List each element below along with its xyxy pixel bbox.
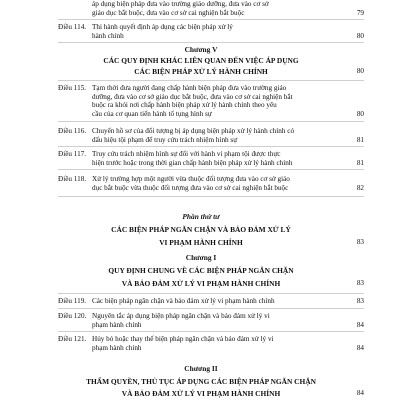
chapter-title: QUY ĐỊNH CHUNG VỀ CÁC BIỆN PHÁP NGĂN CHẶN: [108, 266, 294, 275]
toc-article-label: Điều 114.: [58, 23, 87, 31]
toc-page-number: 80: [356, 109, 364, 118]
toc-page-number: 82: [356, 183, 364, 192]
toc-article-label: Điều 120.: [58, 312, 87, 320]
toc-article-label: Điều 115.: [58, 84, 87, 92]
part-heading: Phần thứ tư: [182, 212, 220, 221]
toc-entry-text: [92, 84, 342, 118]
toc-entry-line: dục bắt buộc vừa thuộc đối tượng đưa vào cơ sở cai nghiện bắt buộc: [92, 183, 289, 192]
chapter-title: CÁC BIỆN PHÁP XỬ LÝ HÀNH CHÍNH: [134, 67, 268, 76]
toc-entry-line: phạm hành chính: [92, 320, 142, 329]
toc-entry-text: [92, 335, 342, 352]
toc-entry-line: Tạm thời đưa người đang chấp hành biện pháp đưa vào trường giáo: [92, 84, 287, 92]
toc-entry-text: [92, 150, 342, 167]
part-title: VI PHẠM HÀNH CHÍNH: [159, 238, 243, 247]
row-divider: [58, 146, 364, 147]
row-divider: [58, 196, 364, 197]
toc-entry-text: [92, 0, 342, 17]
toc-entry-line: phạm hành chính: [92, 343, 142, 352]
toc-entry-line: dưỡng, đưa vào cơ sở giáo dục bắt buộc, đưa vào cơ sở cai nghiện bắt: [92, 92, 293, 101]
toc-article-label: Điều 119.: [58, 297, 87, 305]
toc-entry-line: Thi hành quyết định áp dụng các biện pháp xử lý: [92, 23, 233, 31]
toc-page-number: 84: [356, 389, 364, 397]
toc-entry-line: Chuyển hồ sơ của đối tượng bị áp dụng biện pháp xử lý hành chính có: [92, 127, 295, 135]
toc-entry-text: [92, 127, 342, 144]
toc-entry-line: giáo dục bắt buộc, đưa vào cơ sở cai nghiện bắt buộc: [92, 8, 245, 17]
chapter-title: VÀ BẢO ĐẢM XỬ LÝ VI PHẠM HÀNH CHÍNH: [121, 279, 281, 288]
toc-entry-line: Các biện pháp ngăn chặn và bảo đảm xử lý vi phạm hành chính: [92, 297, 275, 305]
toc-page-number: 79: [356, 8, 364, 17]
toc-article-label: Điều 121.: [58, 335, 87, 343]
toc-entry-text: [92, 312, 342, 329]
toc-page-number: 83: [356, 238, 364, 246]
toc-entry-line: cầu của cơ quan tiến hành tố tụng hình sự: [92, 109, 212, 118]
row-divider: [58, 80, 364, 81]
toc-entry-line: áp dụng biện pháp đưa vào trường giáo dưỡng, đưa vào cơ sở: [92, 0, 269, 8]
row-divider: [58, 331, 364, 332]
row-divider: [58, 42, 364, 43]
row-divider: [58, 121, 364, 122]
toc-entry-line: Truy cứu trách nhiệm hình sự đối với hành vi phạm tội được thực: [92, 150, 281, 158]
chapter-title: THẨM QUYỀN, THỦ TỤC ÁP DỤNG CÁC BIỆN PHÁP NGĂN CHẶN: [86, 377, 316, 386]
chapter-heading: Chương I: [185, 253, 217, 262]
toc-entry-text: [92, 175, 342, 192]
chapter-heading: Chương II: [184, 364, 218, 373]
chapter-heading: Chương V: [184, 45, 218, 54]
row-divider: [58, 293, 364, 294]
toc-entry-text: [92, 23, 342, 40]
row-divider: [58, 19, 364, 20]
toc-page-number: 84: [356, 343, 364, 352]
toc-entry-line: hiện trước hoặc trong thời gian chấp hành biện pháp xử lý hành chính: [92, 158, 293, 167]
part-title: CÁC BIỆN PHÁP NGĂN CHẶN VÀ BẢO ĐẢM XỬ LÝ: [111, 225, 291, 234]
toc-page-number: 84: [356, 320, 364, 329]
toc-article-label: Điều 117.: [58, 150, 87, 158]
toc-page-number: 81: [356, 158, 364, 167]
toc-page-number: 81: [356, 135, 364, 144]
toc-entry-text: [92, 297, 342, 306]
toc-article-label: Điều 118.: [58, 175, 87, 183]
toc-article-label: Điều 116.: [58, 127, 87, 135]
toc-entry-line: Nguyên tắc áp dụng biện pháp ngăn chặn và bảo đảm xử lý vi: [92, 312, 270, 320]
toc-page-number: 83: [356, 297, 364, 305]
toc-entry-line: dấu hiệu tội phạm để truy cứu trách nhiệm hình sự: [92, 135, 238, 144]
toc-entry-line: Xử lý trường hợp một người vừa thuộc đối tượng đưa vào cơ sở giáo: [92, 175, 290, 183]
row-divider: [58, 308, 364, 309]
chapter-title: VÀ BẢO ĐẢM XỬ LÝ VI PHẠM HÀNH CHÍNH: [121, 389, 281, 398]
chapter-title: CÁC QUY ĐỊNH KHÁC LIÊN QUAN ĐẾN VIỆC ÁP DỤNG: [103, 56, 299, 65]
row-divider: [58, 169, 364, 170]
toc-page-number: 80: [356, 67, 364, 75]
toc-entry-line: hành chính: [92, 31, 124, 40]
toc-page-number: 80: [356, 31, 364, 40]
toc-page-number: 83: [356, 279, 364, 287]
toc-entry-line: buộc ra khỏi nơi chấp hành biện pháp xử lý hành chính theo yêu: [92, 101, 277, 110]
toc-entry-line: Hủy bỏ hoặc thay thế biện pháp ngăn chặn và bảo đảm xử lý vi: [92, 335, 274, 343]
